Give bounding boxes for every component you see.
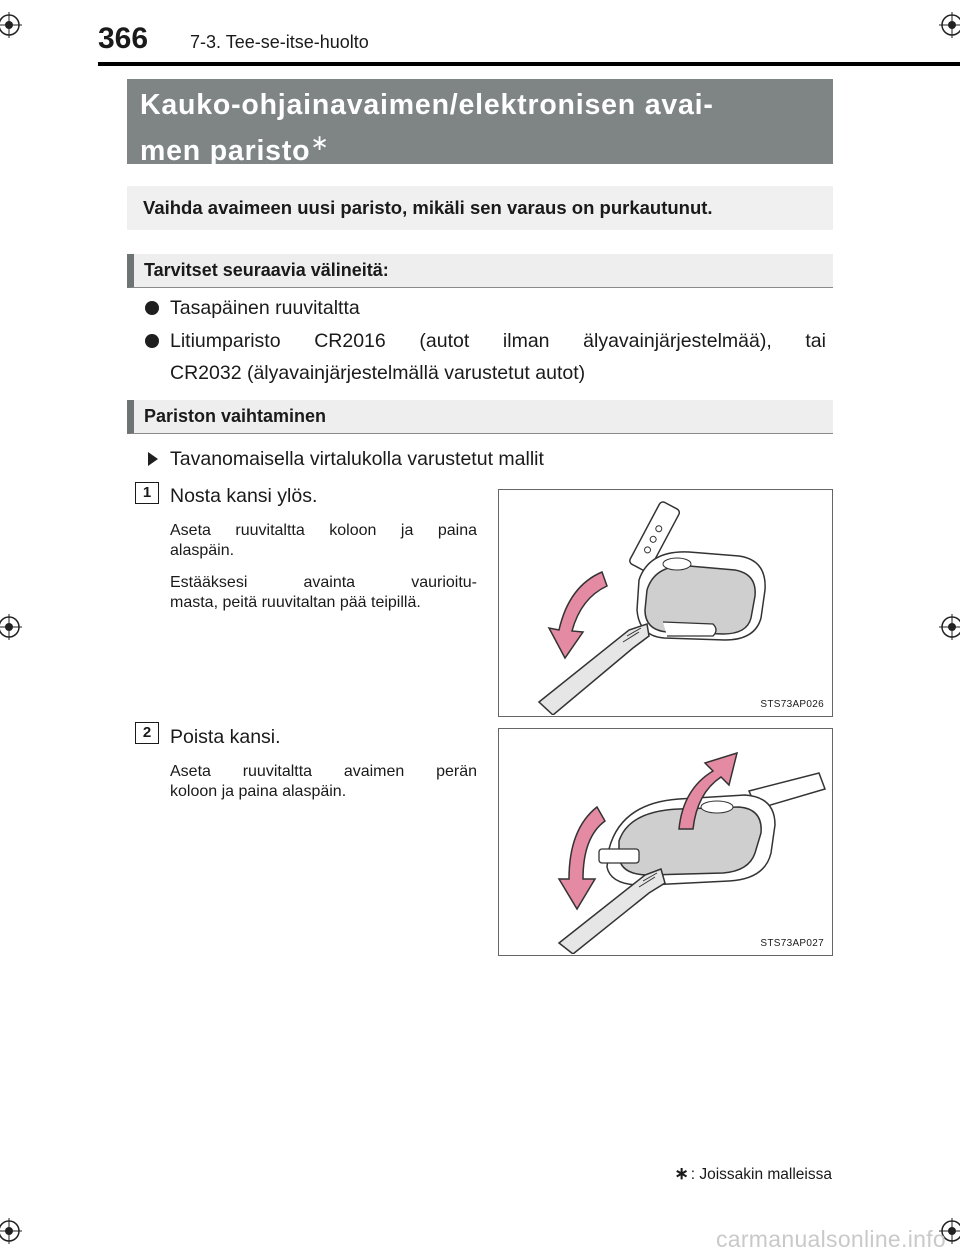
title-line-1: Kauko-ohjainavaimen/elektronisen avai- <box>140 89 714 121</box>
triangle-bullet-icon <box>148 452 158 466</box>
replace-section-heading: Pariston vaihtaminen <box>144 406 327 426</box>
registration-mark-icon <box>0 1218 22 1244</box>
tools-section-bar <box>127 254 833 288</box>
step-1-text-1-line-1: Aseta ruuvitaltta koloon ja paina <box>170 522 477 539</box>
registration-mark-icon <box>0 12 22 38</box>
bullet-icon <box>145 334 159 348</box>
footnote-asterisk: ∗ <box>674 1164 689 1183</box>
header-rule <box>98 62 960 66</box>
figure-remove-cover <box>498 728 833 956</box>
registration-mark-icon <box>939 614 960 640</box>
step-2-title: Poista kansi. <box>170 726 281 748</box>
title-line-2: men paristo <box>140 135 311 167</box>
tool-item-2: Litiumparisto CR2016 (autot ilman älyavainjärjestelmää), tai <box>170 330 826 352</box>
tool-item-1: Tasapäinen ruuvitaltta <box>170 297 360 319</box>
section-title <box>140 86 820 170</box>
registration-mark-icon <box>939 12 960 38</box>
model-line: Tavanomaisella virtalukolla varustetut mallit <box>170 448 544 470</box>
intro-text: Vaihda avaimeen uusi paristo, mikäli sen varaus on purkautunut. <box>127 186 833 230</box>
step-1-text-2-line-1: Estääksesi avainta vaurioitu- <box>170 574 477 591</box>
footnote <box>674 1164 832 1184</box>
registration-mark-icon <box>0 614 22 640</box>
figure-lift-cover <box>498 489 833 717</box>
tools-section-heading: Tarvitset seuraavia välineitä: <box>144 260 389 280</box>
step-number-1: 1 <box>135 482 159 504</box>
step-number-2: 2 <box>135 722 159 744</box>
tool-item-2-continued: CR2032 (älyavainjärjestelmällä varustetut autot) <box>170 362 586 384</box>
page-number: 366 <box>98 22 149 55</box>
step-2-text-line-1: Aseta ruuvitaltta avaimen perän <box>170 763 477 780</box>
figure-code-2: STS73AP027 <box>760 938 824 949</box>
section-title-box <box>127 79 833 167</box>
title-asterisk: ∗ <box>310 130 329 155</box>
replace-section-bar <box>127 400 833 434</box>
footer-source: carmanualsonline.info <box>715 1226 946 1252</box>
figure-code-1: STS73AP026 <box>760 699 824 710</box>
step-1-text-1-line-2: alaspäin. <box>170 542 235 559</box>
step-1-text-2-line-2: masta, peitä ruuvitaltan pää teipillä. <box>170 594 421 611</box>
footnote-text: : Joissakin malleissa <box>690 1166 832 1183</box>
chapter-title: 7-3. Tee-se-itse-huolto <box>190 32 369 52</box>
bullet-icon <box>145 301 159 315</box>
step-1-title: Nosta kansi ylös. <box>170 485 318 507</box>
key-remove-illustration <box>499 729 831 954</box>
key-lift-illustration <box>499 490 831 715</box>
step-2-text-line-2: koloon ja paina alaspäin. <box>170 783 347 800</box>
